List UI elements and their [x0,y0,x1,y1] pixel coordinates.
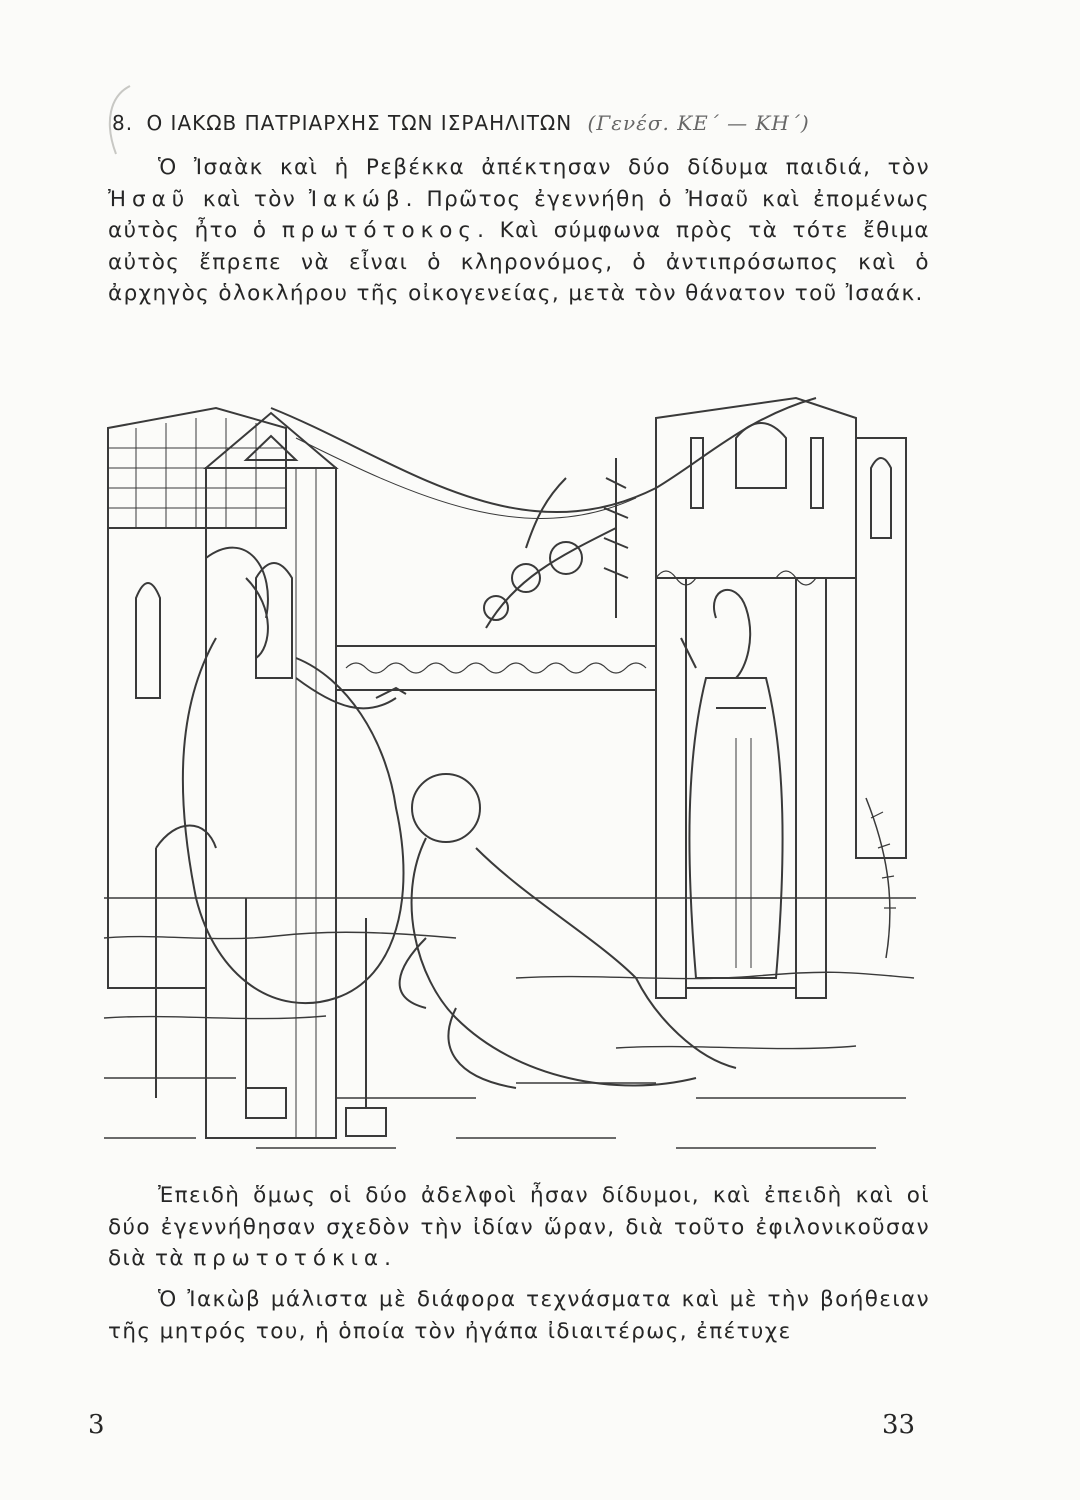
p1-esau: Ἠσαῦ [108,186,191,212]
p2-text-a: Ἐπειδὴ ὅμως οἱ δύο ἀδελφοὶ ἦσαν δίδυμοι, καὶ ἐπειδὴ καὶ οἱ δύο ἐγεννήθησαν σχεδὸν τὴν ἰδίαν ὥραν, διὰ τοῦτο ἐφιλονικοῦσαν διὰ τὰ [108,1183,930,1271]
p1-text-c: καὶ τὸν [190,186,309,212]
paragraph-3: Ὁ Ἰακὼβ μάλιστα μὲ διάφορα τεχνάσματα καὶ μὲ τὴν βοήθειαν τῆς μητρός του, ἡ ὁποία τὸν ἠγάπα ἰδιαιτέρως, ἐπέτυχε [108,1287,930,1344]
scripture-reference: (Γενέσ. ΚΕ΄ — ΚΗ΄) [587,111,810,135]
page-number: 33 [882,1410,916,1440]
garden-wall [336,646,656,690]
figure-isaac [156,548,406,1136]
signature-mark: 3 [88,1410,105,1440]
left-building [108,408,336,1138]
section-title: Ο ΙΑΚΩΒ ΠΑΤΡΙΑΡΧΗΣ ΤΩΝ ΙΣΡΑΗΛΙΤΩΝ [146,111,573,135]
section-heading [112,111,1012,135]
olive-branch [866,798,890,958]
paragraph-1 [108,152,930,310]
floor-pattern [104,898,916,1148]
p1-text-g: . Καὶ σύμφωνα πρὸς τὰ τότε ἔθιμα αὐτὸς ἔπρεπε νὰ εἶναι ὁ κληρονόμος, ὁ ἀντιπρόσωπος καὶ ὁ ἀρχηγὸς ὁλοκλήρου τῆς οἰκογενείας, μετὰ τὸν θάνατον τοῦ Ἰσαάκ. [108,218,930,306]
p1-firstborn: πρωτότοκος [281,218,478,243]
p2-birthright: πρωτοτόκια [193,1246,385,1271]
figure-rebekah [681,590,783,978]
illustration [96,378,920,1164]
section-number: 8. [112,111,134,135]
paragraph-2 [108,1180,930,1275]
tree [484,458,628,628]
p1-jacob: Ἰακώβ [308,186,406,212]
p1-text-e: . Πρῶτος ἐγεννήθη ὁ Ἠσαῦ καὶ ἐπομένως αὐτὸς ἦτο ὁ [108,186,930,243]
curtain [271,398,816,512]
p1-text-a: Ὁ Ἰσαὰκ καὶ ἡ Ρεβέκκα ἀπέκτησαν δύο δίδυμα παιδιά, τὸν [158,155,930,180]
p2-text-c: . [384,1246,393,1271]
